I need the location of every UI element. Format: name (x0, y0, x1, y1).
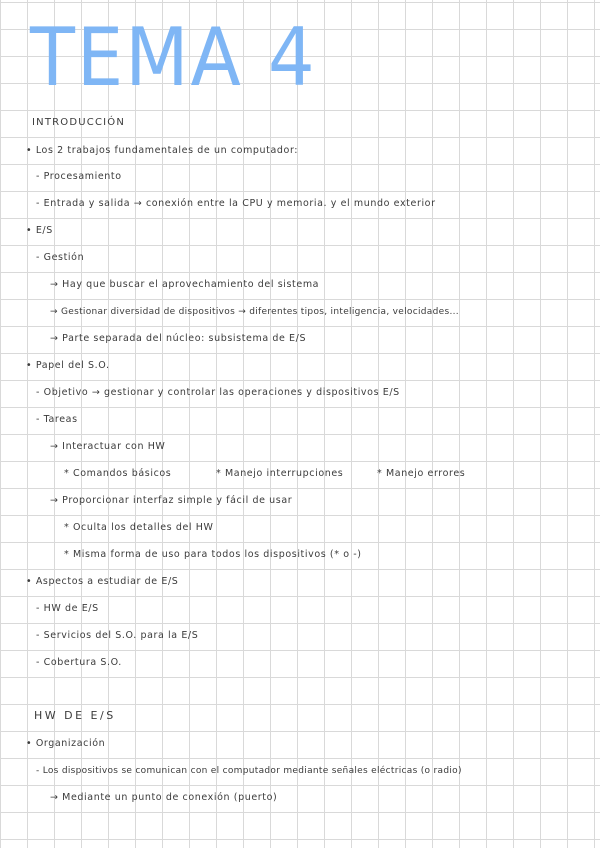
star-item: * Manejo errores (377, 468, 466, 479)
section-heading-introduccion: INTRODUCCIÓN (32, 117, 126, 128)
star-item: * Oculta los detalles del HW (64, 522, 214, 533)
sub-item: - Objetivo → gestionar y controlar las operaciones y dispositivos E/S (36, 387, 400, 398)
sub-item: - Los dispositivos se comunican con el computador mediante señales eléctricas (o radio) (36, 766, 462, 776)
bullet-line: • E/S (26, 225, 53, 236)
bullet-line: • Aspectos a estudiar de E/S (26, 576, 179, 587)
arrow-item: → Mediante un punto de conexión (puerto) (50, 792, 278, 803)
sub-item: - Servicios del S.O. para la E/S (36, 630, 199, 641)
bullet-line: • Papel del S.O. (26, 360, 110, 371)
sub-item: - HW de E/S (36, 603, 99, 614)
arrow-item: → Parte separada del núcleo: subsistema de E/S (50, 333, 307, 344)
page-title: TEMA 4 (30, 11, 317, 104)
sub-item: - Tareas (36, 414, 78, 425)
bullet-line: • Organización (26, 738, 106, 749)
section-heading-hw-de-es: HW DE E/S (34, 709, 116, 722)
sub-item: - Gestión (36, 252, 85, 263)
arrow-item: → Hay que buscar el aprovechamiento del sistema (50, 279, 320, 290)
sub-item: - Entrada y salida → conexión entre la CPU y memoria. y el mundo exterior (36, 198, 436, 209)
star-item: * Misma forma de uso para todos los dispositivos (* o -) (64, 549, 362, 560)
star-item: * Comandos básicos (64, 468, 172, 479)
arrow-item: → Proporcionar interfaz simple y fácil de usar (50, 495, 293, 506)
arrow-item: → Gestionar diversidad de dispositivos → diferentes tipos, inteligencia, velocidades... (50, 307, 459, 317)
sub-item: - Procesamiento (36, 171, 122, 182)
bullet-line: • Los 2 trabajos fundamentales de un computador: (26, 145, 299, 156)
arrow-item: → Interactuar con HW (50, 441, 166, 452)
sub-item: - Cobertura S.O. (36, 657, 122, 668)
star-item: * Manejo interrupciones (216, 468, 344, 479)
